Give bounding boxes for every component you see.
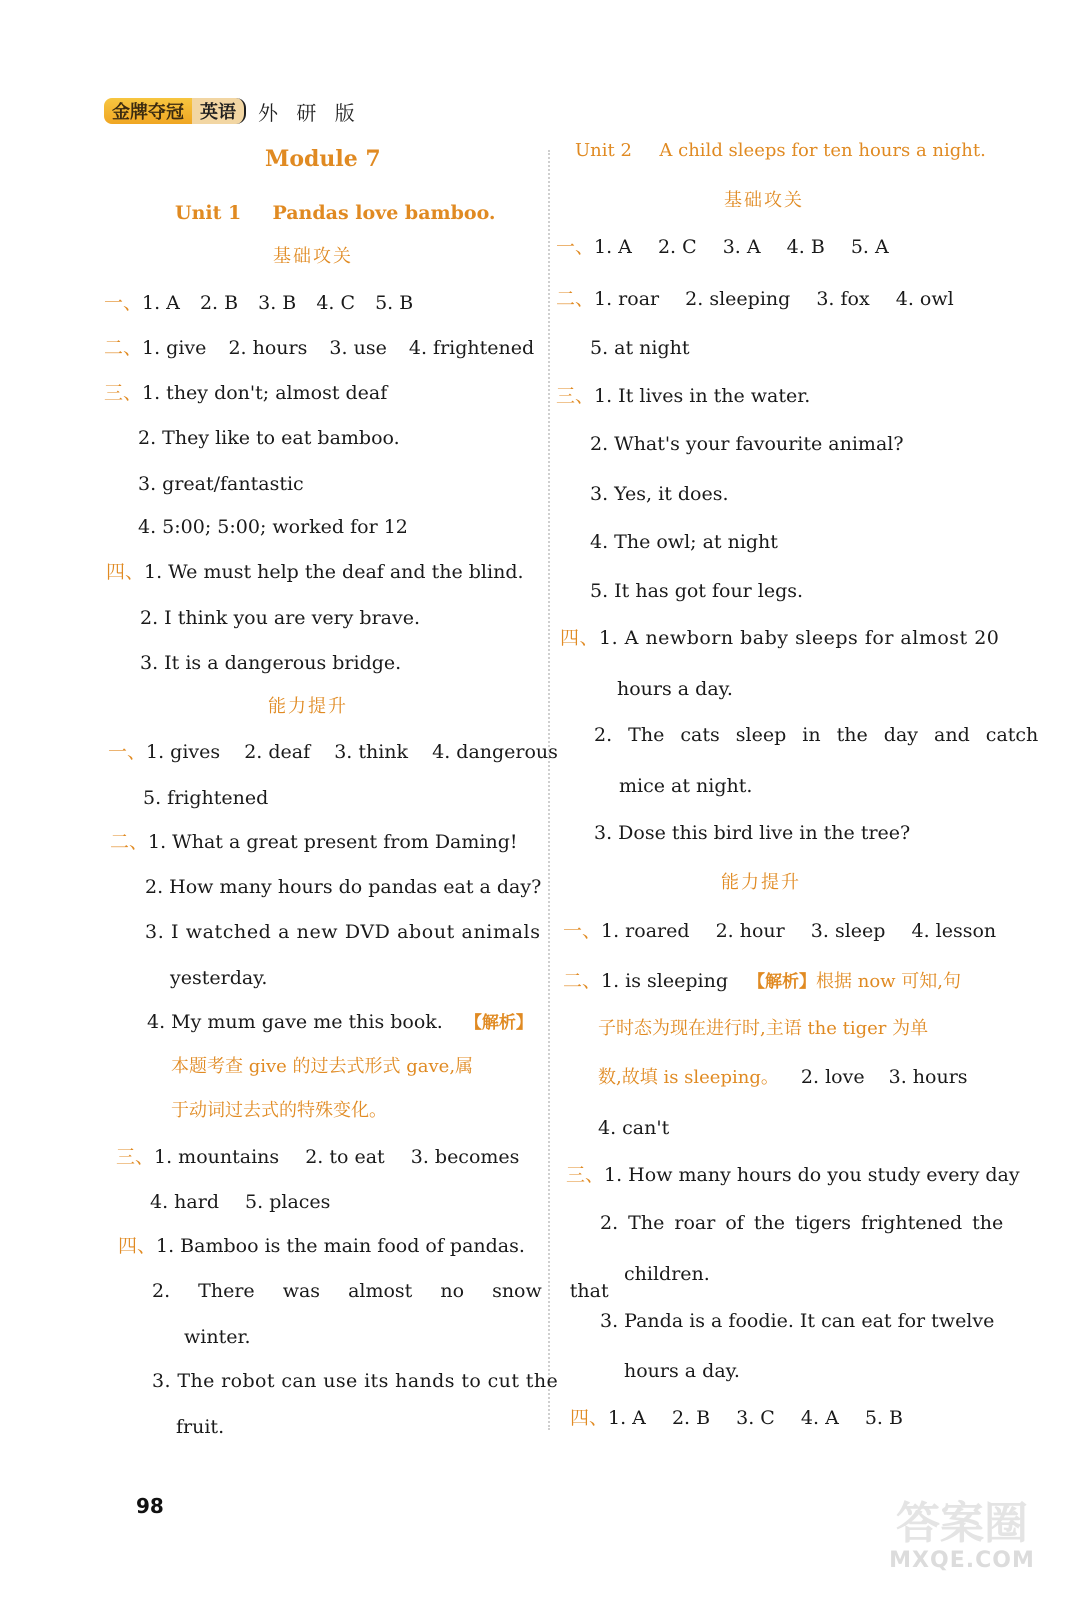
answer-row: 2. The cats sleep in the day and catch bbox=[594, 724, 1039, 746]
section-advanced-right: 能力提升 bbox=[721, 872, 801, 893]
answer-row: 2. There was almost no snow that bbox=[152, 1280, 609, 1302]
answer-row: 一、1. roared 2. hour 3. sleep 4. lesson bbox=[563, 920, 997, 942]
answer-row: 2. I think you are very brave. bbox=[140, 607, 421, 629]
answer-row: 4. My mum gave me this book. 【解析】 bbox=[147, 1011, 533, 1033]
analysis-text: 于动词过去式的特殊变化。 bbox=[171, 1100, 387, 1121]
answer-row: 2. What's your favourite animal? bbox=[590, 433, 904, 455]
answer-row: 3. I watched a new DVD about animals bbox=[145, 921, 541, 943]
analysis-text: 数,故填 is sleeping。 bbox=[598, 1067, 779, 1088]
answer-row: 3. The robot can use its hands to cut the bbox=[152, 1370, 559, 1392]
unit1-heading bbox=[175, 200, 496, 226]
answer-row: 四、1. We must help the deaf and the blind. bbox=[106, 561, 524, 583]
answer-row: 3. Panda is a foodie. It can eat for twelve bbox=[600, 1310, 995, 1332]
answer-row: hours a day. bbox=[617, 678, 733, 700]
answer-row: 三、1. they don't; almost deaf bbox=[104, 382, 388, 404]
brand-label: 金牌夺冠 bbox=[104, 98, 192, 124]
answer-row: 二、1. is sleeping 【解析】根据 now 可知,句 bbox=[563, 970, 962, 992]
answer-row: 一、1. gives 2. deaf 3. think 4. dangerous bbox=[108, 741, 558, 763]
answer-row: 一、1. A 2. C 3. A 4. B 5. A bbox=[556, 236, 889, 258]
watermark-url: MXQE.COM bbox=[889, 1548, 1035, 1573]
answer-row: 三、1. It lives in the water. bbox=[556, 385, 811, 407]
answer-row: 四、1. A newborn baby sleeps for almost 20 bbox=[560, 627, 1000, 649]
edition-label: 外 研 版 bbox=[258, 100, 361, 125]
answer-row: 数,故填 is sleeping。 2. love 3. hours bbox=[598, 1066, 968, 1088]
answer-row: hours a day. bbox=[624, 1360, 740, 1382]
answer-row: 二、1. give 2. hours 3. use 4. frightened bbox=[104, 337, 535, 359]
answer-row: 4. The owl; at night bbox=[590, 531, 778, 553]
section-basic-left: 基础攻关 bbox=[273, 246, 353, 267]
answer-row: 2. How many hours do pandas eat a day? bbox=[145, 876, 542, 898]
unit2-heading bbox=[575, 138, 986, 164]
section-advanced-left: 能力提升 bbox=[268, 696, 348, 717]
answer-row: 4. hard 5. places bbox=[150, 1191, 331, 1213]
analysis-tag: 【解析】 bbox=[748, 972, 817, 992]
answer-row: 三、1. mountains 2. to eat 3. becomes bbox=[116, 1146, 520, 1168]
answer-row: 3. Yes, it does. bbox=[590, 483, 729, 505]
unit1-title: Pandas love bamboo. bbox=[272, 202, 496, 224]
unit1-label: Unit 1 bbox=[175, 202, 242, 224]
answer-row: yesterday. bbox=[170, 967, 268, 989]
answer-row: winter. bbox=[184, 1326, 251, 1348]
answer-row: 2. The roar of the tigers frightened the bbox=[600, 1212, 1004, 1234]
answer-row: 4. can't bbox=[598, 1117, 670, 1139]
analysis-text: 子时态为现在进行时,主语 the tiger 为单 bbox=[598, 1018, 929, 1039]
answer-row: 二、1. What a great present from Daming! bbox=[110, 831, 518, 853]
watermark-text: 答案圈 bbox=[896, 1498, 1028, 1549]
answer-row: children. bbox=[624, 1263, 710, 1285]
answer-row: 3. Dose this bird live in the tree? bbox=[594, 822, 911, 844]
book-header bbox=[104, 96, 361, 126]
page-number: 98 bbox=[136, 1494, 164, 1518]
answer-row: mice at night. bbox=[619, 775, 753, 797]
answer-row: 二、1. roar 2. sleeping 3. fox 4. owl bbox=[556, 288, 954, 310]
analysis-text: 根据 now 可知,句 bbox=[816, 971, 962, 992]
answer-row: 4. 5:00; 5:00; worked for 12 bbox=[138, 516, 408, 538]
unit2-label: Unit 2 bbox=[575, 140, 632, 161]
answer-row: 四、1. Bamboo is the main food of pandas. bbox=[118, 1235, 525, 1257]
answer-row: 2. They like to eat bamboo. bbox=[138, 427, 400, 449]
answer-row: 3. It is a dangerous bridge. bbox=[140, 652, 402, 674]
subject-label: 英语 bbox=[192, 98, 246, 124]
answer-row: fruit. bbox=[176, 1416, 225, 1438]
module-title: Module 7 bbox=[265, 146, 381, 172]
answer-row: 5. It has got four legs. bbox=[590, 580, 804, 602]
column-divider bbox=[548, 150, 550, 1430]
section-basic-right: 基础攻关 bbox=[724, 190, 804, 211]
analysis-text: 本题考查 give 的过去式形式 gave,属 bbox=[171, 1056, 474, 1077]
answer-row: 四、1. A 2. B 3. C 4. A 5. B bbox=[570, 1407, 903, 1429]
watermark-logo bbox=[876, 1498, 1048, 1586]
analysis-tag: 【解析】 bbox=[464, 1013, 533, 1033]
answer-row: 一、1. A 2. B 3. B 4. C 5. B bbox=[104, 292, 414, 314]
answer-row: 3. great/fantastic bbox=[138, 473, 304, 495]
answer-row: 5. at night bbox=[590, 337, 690, 359]
answer-row: 5. frightened bbox=[143, 787, 269, 809]
answer-row: 三、1. How many hours do you study every day bbox=[566, 1164, 1020, 1186]
unit2-title: A child sleeps for ten hours a night. bbox=[659, 140, 986, 161]
